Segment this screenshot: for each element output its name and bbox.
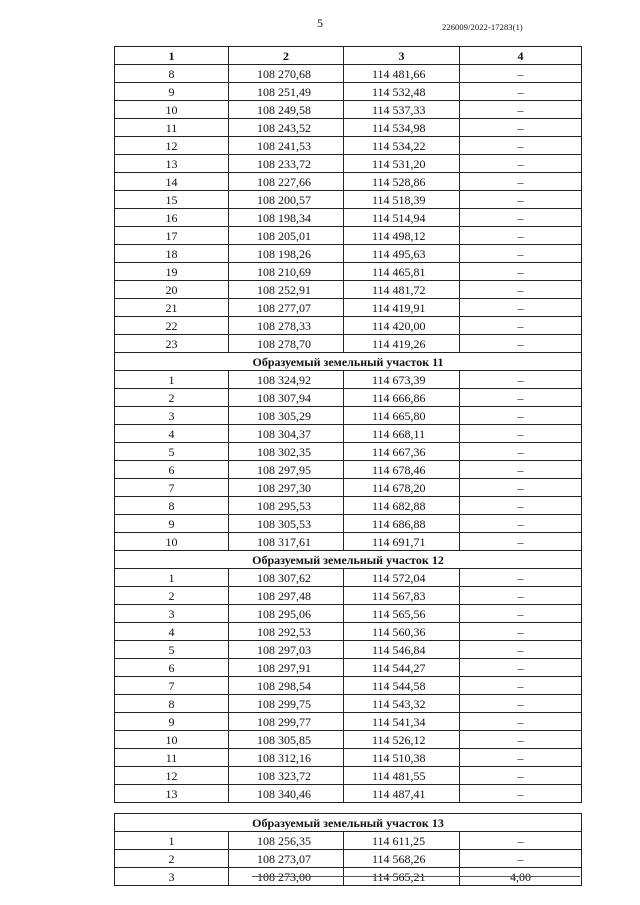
coord-y: 114 665,80 bbox=[344, 407, 460, 425]
point-number: 12 bbox=[115, 137, 229, 155]
table-row bbox=[115, 65, 582, 83]
coord-x: 108 323,72 bbox=[229, 767, 344, 785]
table-row bbox=[115, 299, 582, 317]
section-title: Образуемый земельный участок 12 bbox=[115, 551, 582, 569]
coord-x: 108 273,07 bbox=[229, 850, 344, 868]
point-number: 3 bbox=[115, 407, 229, 425]
coord-x: 108 307,94 bbox=[229, 389, 344, 407]
table-body bbox=[115, 65, 582, 886]
col-4-value: – bbox=[460, 389, 582, 407]
coord-y: 114 498,12 bbox=[344, 227, 460, 245]
point-number: 8 bbox=[115, 65, 229, 83]
col-4-value: – bbox=[460, 515, 582, 533]
coord-x: 108 299,75 bbox=[229, 695, 344, 713]
page-number: 5 bbox=[317, 16, 323, 30]
coord-x: 108 205,01 bbox=[229, 227, 344, 245]
coord-y: 114 565,21 bbox=[344, 868, 460, 886]
col-4-value: – bbox=[460, 299, 582, 317]
coord-x: 108 278,70 bbox=[229, 335, 344, 353]
table-row bbox=[115, 335, 582, 353]
header-row bbox=[115, 47, 582, 65]
coord-y: 114 481,72 bbox=[344, 281, 460, 299]
col-4-value: – bbox=[460, 191, 582, 209]
col-4-value: – bbox=[460, 731, 582, 749]
footer-rule bbox=[252, 876, 580, 877]
point-number: 10 bbox=[115, 101, 229, 119]
point-number: 1 bbox=[115, 569, 229, 587]
coord-x: 108 256,35 bbox=[229, 832, 344, 850]
point-number: 8 bbox=[115, 695, 229, 713]
table-row bbox=[115, 641, 582, 659]
point-number: 7 bbox=[115, 479, 229, 497]
coord-x: 108 241,53 bbox=[229, 137, 344, 155]
coord-y: 114 686,88 bbox=[344, 515, 460, 533]
table-row bbox=[115, 263, 582, 281]
table-row bbox=[115, 479, 582, 497]
col-4-value: – bbox=[460, 569, 582, 587]
table-row bbox=[115, 587, 582, 605]
header-col-1: 1 bbox=[115, 47, 229, 65]
coord-x: 108 210,69 bbox=[229, 263, 344, 281]
coord-y: 114 546,84 bbox=[344, 641, 460, 659]
coord-y: 114 544,27 bbox=[344, 659, 460, 677]
coord-y: 114 567,83 bbox=[344, 587, 460, 605]
point-number: 19 bbox=[115, 263, 229, 281]
coord-x: 108 295,06 bbox=[229, 605, 344, 623]
table-row bbox=[115, 191, 582, 209]
coord-y: 114 419,91 bbox=[344, 299, 460, 317]
table-row bbox=[115, 623, 582, 641]
table-row bbox=[115, 749, 582, 767]
coord-x: 108 297,48 bbox=[229, 587, 344, 605]
coord-x: 108 297,30 bbox=[229, 479, 344, 497]
coord-x: 108 200,57 bbox=[229, 191, 344, 209]
table-row bbox=[115, 850, 582, 868]
coord-y: 114 487,41 bbox=[344, 785, 460, 803]
coord-y: 114 678,46 bbox=[344, 461, 460, 479]
table-row bbox=[115, 425, 582, 443]
col-4-value: – bbox=[460, 587, 582, 605]
coord-x: 108 305,85 bbox=[229, 731, 344, 749]
point-number: 21 bbox=[115, 299, 229, 317]
point-number: 9 bbox=[115, 713, 229, 731]
col-4-value: – bbox=[460, 677, 582, 695]
coord-y: 114 514,94 bbox=[344, 209, 460, 227]
col-4-value: – bbox=[460, 425, 582, 443]
coord-x: 108 297,03 bbox=[229, 641, 344, 659]
coord-y: 114 678,20 bbox=[344, 479, 460, 497]
section-title: Образуемый земельный участок 13 bbox=[115, 814, 582, 832]
table-gap bbox=[115, 803, 582, 814]
coord-x: 108 277,07 bbox=[229, 299, 344, 317]
table-row bbox=[115, 443, 582, 461]
coord-y: 114 532,48 bbox=[344, 83, 460, 101]
col-4-value: – bbox=[460, 227, 582, 245]
coord-y: 114 673,39 bbox=[344, 371, 460, 389]
coord-x: 108 249,58 bbox=[229, 101, 344, 119]
point-number: 1 bbox=[115, 832, 229, 850]
coord-x: 108 233,72 bbox=[229, 155, 344, 173]
coord-y: 114 541,34 bbox=[344, 713, 460, 731]
table-row bbox=[115, 155, 582, 173]
table-row bbox=[115, 137, 582, 155]
coord-y: 114 528,86 bbox=[344, 173, 460, 191]
coord-x: 108 302,35 bbox=[229, 443, 344, 461]
col-4-value: – bbox=[460, 209, 582, 227]
point-number: 23 bbox=[115, 335, 229, 353]
coord-x: 108 270,68 bbox=[229, 65, 344, 83]
coord-y: 114 465,81 bbox=[344, 263, 460, 281]
coord-y: 114 667,36 bbox=[344, 443, 460, 461]
col-4-value: – bbox=[460, 767, 582, 785]
document-id: 226009/2022-17283(1) bbox=[442, 22, 523, 32]
col-4-value: – bbox=[460, 461, 582, 479]
coord-x: 108 305,53 bbox=[229, 515, 344, 533]
point-number: 18 bbox=[115, 245, 229, 263]
coord-x: 108 307,62 bbox=[229, 569, 344, 587]
table-row bbox=[115, 731, 582, 749]
coord-x: 108 299,77 bbox=[229, 713, 344, 731]
table-row bbox=[115, 533, 582, 551]
coord-x: 108 317,61 bbox=[229, 533, 344, 551]
coord-y: 114 668,11 bbox=[344, 425, 460, 443]
point-number: 3 bbox=[115, 868, 229, 886]
table-row bbox=[115, 281, 582, 299]
section-header-row bbox=[115, 353, 582, 371]
point-number: 20 bbox=[115, 281, 229, 299]
coordinates-table bbox=[114, 46, 582, 886]
col-4-value: – bbox=[460, 245, 582, 263]
table-row bbox=[115, 659, 582, 677]
point-number: 10 bbox=[115, 731, 229, 749]
point-number: 14 bbox=[115, 173, 229, 191]
coord-y: 114 534,98 bbox=[344, 119, 460, 137]
table-gap-cell bbox=[115, 803, 582, 814]
point-number: 17 bbox=[115, 227, 229, 245]
coord-y: 114 534,22 bbox=[344, 137, 460, 155]
coord-x: 108 292,53 bbox=[229, 623, 344, 641]
coord-y: 114 481,66 bbox=[344, 65, 460, 83]
table-row bbox=[115, 515, 582, 533]
point-number: 5 bbox=[115, 443, 229, 461]
coord-x: 108 273,00 bbox=[229, 868, 344, 886]
coord-y: 114 537,33 bbox=[344, 101, 460, 119]
coord-y: 114 666,86 bbox=[344, 389, 460, 407]
coord-y: 114 691,71 bbox=[344, 533, 460, 551]
coord-x: 108 297,91 bbox=[229, 659, 344, 677]
coord-x: 108 295,53 bbox=[229, 497, 344, 515]
col-4-value: – bbox=[460, 173, 582, 191]
coord-y: 114 526,12 bbox=[344, 731, 460, 749]
coord-y: 114 518,39 bbox=[344, 191, 460, 209]
table-row bbox=[115, 389, 582, 407]
point-number: 12 bbox=[115, 767, 229, 785]
col-4-value: – bbox=[460, 533, 582, 551]
col-4-value: – bbox=[460, 713, 582, 731]
coord-y: 114 560,36 bbox=[344, 623, 460, 641]
table-row bbox=[115, 83, 582, 101]
col-4-value: – bbox=[460, 695, 582, 713]
table-row bbox=[115, 695, 582, 713]
coord-y: 114 543,32 bbox=[344, 695, 460, 713]
coord-y: 114 531,20 bbox=[344, 155, 460, 173]
point-number: 6 bbox=[115, 461, 229, 479]
coord-y: 114 420,00 bbox=[344, 317, 460, 335]
coord-x: 108 227,66 bbox=[229, 173, 344, 191]
coord-x: 108 252,91 bbox=[229, 281, 344, 299]
point-number: 11 bbox=[115, 119, 229, 137]
table-row bbox=[115, 767, 582, 785]
coord-y: 114 544,58 bbox=[344, 677, 460, 695]
header-col-2: 2 bbox=[229, 47, 344, 65]
table-row bbox=[115, 785, 582, 803]
col-4-value: – bbox=[460, 317, 582, 335]
point-number: 11 bbox=[115, 749, 229, 767]
point-number: 5 bbox=[115, 641, 229, 659]
table-row bbox=[115, 371, 582, 389]
col-4-value: – bbox=[460, 623, 582, 641]
col-4-value: – bbox=[460, 263, 582, 281]
table-row bbox=[115, 605, 582, 623]
coord-y: 114 611,25 bbox=[344, 832, 460, 850]
header-col-3: 3 bbox=[344, 47, 460, 65]
col-4-value: – bbox=[460, 749, 582, 767]
col-4-value: – bbox=[460, 659, 582, 677]
point-number: 15 bbox=[115, 191, 229, 209]
point-number: 2 bbox=[115, 587, 229, 605]
table-row bbox=[115, 101, 582, 119]
col-4-value: 4,00 bbox=[460, 868, 582, 886]
col-4-value: – bbox=[460, 281, 582, 299]
table-row bbox=[115, 119, 582, 137]
col-4-value: – bbox=[460, 832, 582, 850]
coord-x: 108 312,16 bbox=[229, 749, 344, 767]
col-4-value: – bbox=[460, 850, 582, 868]
coord-x: 108 198,26 bbox=[229, 245, 344, 263]
table-row bbox=[115, 677, 582, 695]
col-4-value: – bbox=[460, 119, 582, 137]
section-header-row bbox=[115, 551, 582, 569]
point-number: 13 bbox=[115, 155, 229, 173]
table-row bbox=[115, 245, 582, 263]
table-row bbox=[115, 407, 582, 425]
coord-x: 108 243,52 bbox=[229, 119, 344, 137]
point-number: 6 bbox=[115, 659, 229, 677]
coord-y: 114 495,63 bbox=[344, 245, 460, 263]
coord-y: 114 510,38 bbox=[344, 749, 460, 767]
coord-y: 114 572,04 bbox=[344, 569, 460, 587]
point-number: 4 bbox=[115, 623, 229, 641]
coord-x: 108 297,95 bbox=[229, 461, 344, 479]
col-4-value: – bbox=[460, 101, 582, 119]
coord-x: 108 298,54 bbox=[229, 677, 344, 695]
table-row bbox=[115, 461, 582, 479]
coord-x: 108 278,33 bbox=[229, 317, 344, 335]
coord-x: 108 324,92 bbox=[229, 371, 344, 389]
col-4-value: – bbox=[460, 497, 582, 515]
section-title: Образуемый земельный участок 11 bbox=[115, 353, 582, 371]
coord-x: 108 304,37 bbox=[229, 425, 344, 443]
table-row bbox=[115, 569, 582, 587]
point-number: 8 bbox=[115, 497, 229, 515]
coord-y: 114 682,88 bbox=[344, 497, 460, 515]
table-row bbox=[115, 497, 582, 515]
table-row bbox=[115, 209, 582, 227]
point-number: 1 bbox=[115, 371, 229, 389]
point-number: 2 bbox=[115, 389, 229, 407]
section-header-row bbox=[115, 814, 582, 832]
point-number: 13 bbox=[115, 785, 229, 803]
col-4-value: – bbox=[460, 443, 582, 461]
point-number: 10 bbox=[115, 533, 229, 551]
col-4-value: – bbox=[460, 137, 582, 155]
coord-x: 108 305,29 bbox=[229, 407, 344, 425]
coord-x: 108 340,46 bbox=[229, 785, 344, 803]
point-number: 9 bbox=[115, 515, 229, 533]
point-number: 16 bbox=[115, 209, 229, 227]
table-header bbox=[115, 47, 582, 65]
col-4-value: – bbox=[460, 335, 582, 353]
col-4-value: – bbox=[460, 65, 582, 83]
coord-x: 108 198,34 bbox=[229, 209, 344, 227]
coord-y: 114 568,26 bbox=[344, 850, 460, 868]
point-number: 22 bbox=[115, 317, 229, 335]
table-row bbox=[115, 227, 582, 245]
col-4-value: – bbox=[460, 605, 582, 623]
point-number: 4 bbox=[115, 425, 229, 443]
col-4-value: – bbox=[460, 641, 582, 659]
table-row bbox=[115, 713, 582, 731]
table-row bbox=[115, 173, 582, 191]
col-4-value: – bbox=[460, 83, 582, 101]
point-number: 3 bbox=[115, 605, 229, 623]
point-number: 2 bbox=[115, 850, 229, 868]
col-4-value: – bbox=[460, 371, 582, 389]
col-4-value: – bbox=[460, 785, 582, 803]
point-number: 7 bbox=[115, 677, 229, 695]
coord-y: 114 565,56 bbox=[344, 605, 460, 623]
col-4-value: – bbox=[460, 155, 582, 173]
point-number: 9 bbox=[115, 83, 229, 101]
coord-x: 108 251,49 bbox=[229, 83, 344, 101]
col-4-value: – bbox=[460, 407, 582, 425]
coord-y: 114 481,55 bbox=[344, 767, 460, 785]
col-4-value: – bbox=[460, 479, 582, 497]
table-row bbox=[115, 832, 582, 850]
table-row bbox=[115, 317, 582, 335]
header-col-4: 4 bbox=[460, 47, 582, 65]
coord-y: 114 419,26 bbox=[344, 335, 460, 353]
